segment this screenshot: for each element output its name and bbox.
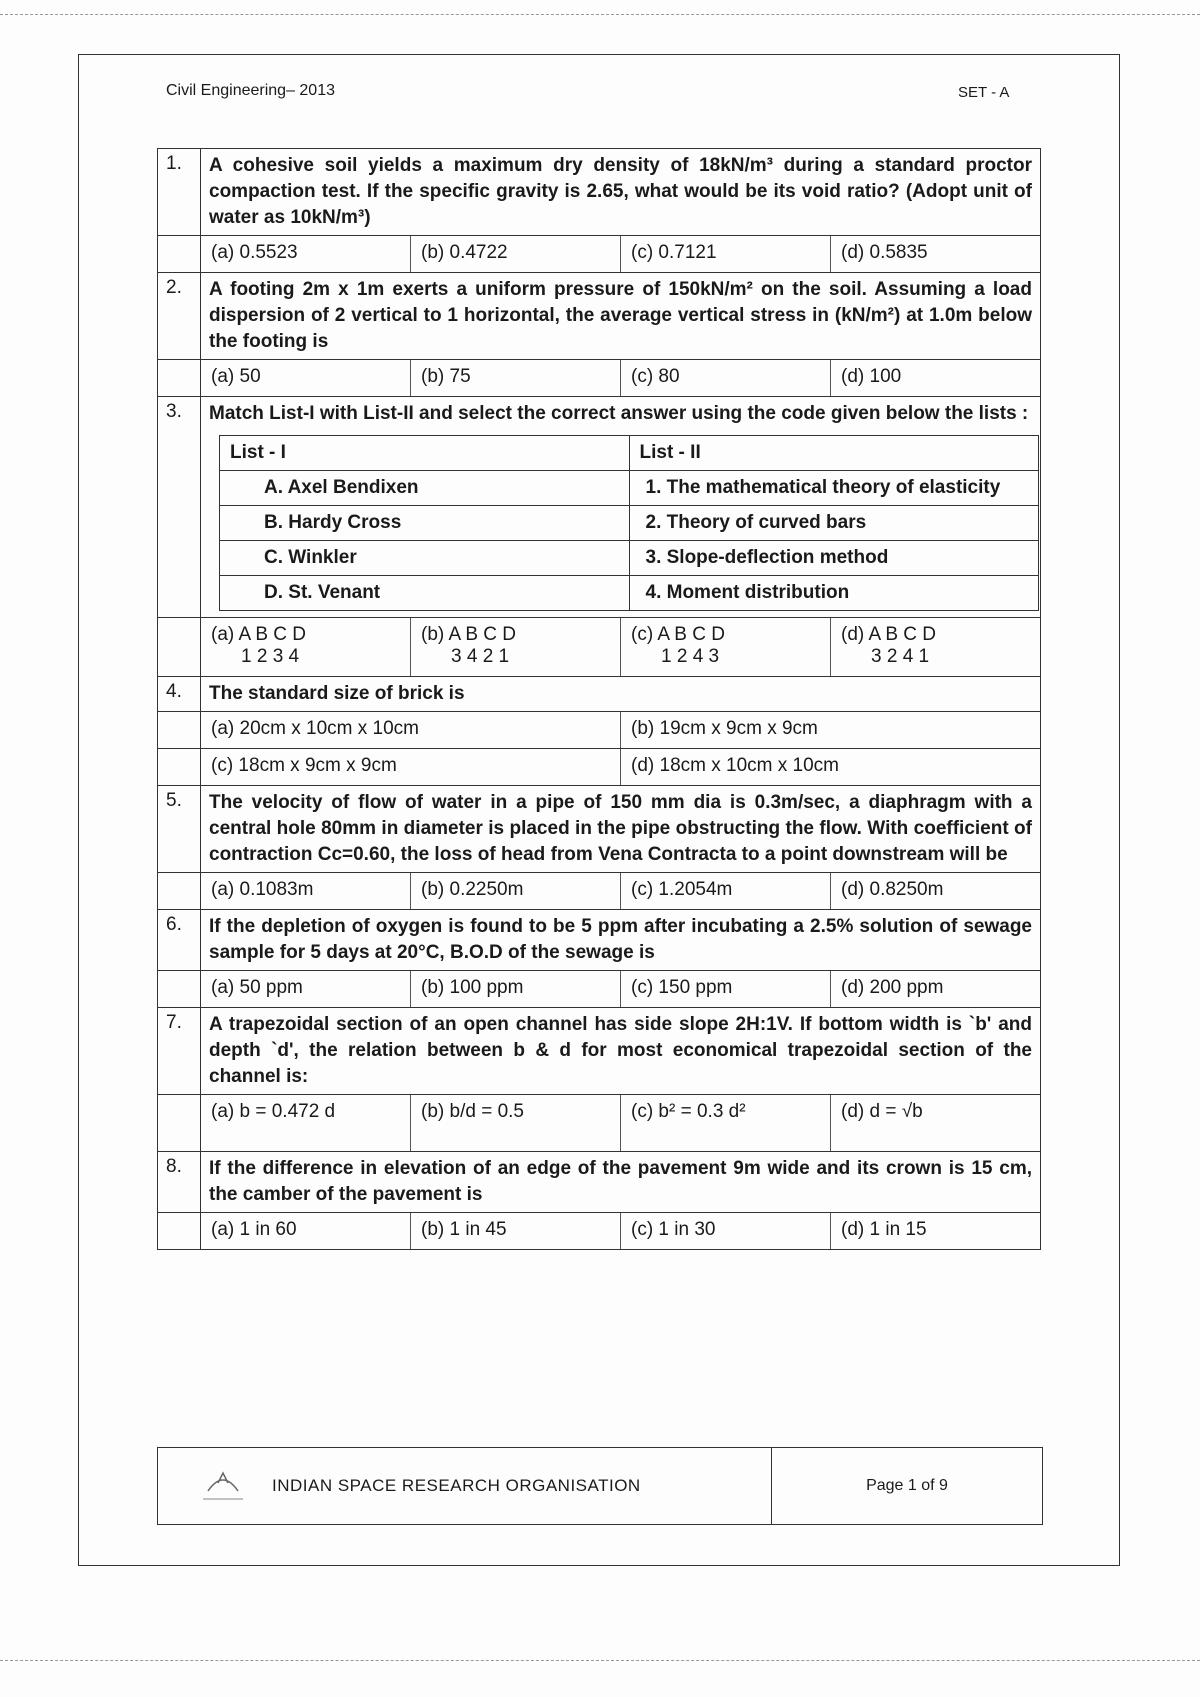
list-2-header: List - II: [629, 436, 1039, 471]
option-c: (c) 1 in 30: [621, 1213, 831, 1249]
option-a: (a) 0.5523: [201, 236, 411, 272]
option-d: (d) 0.8250m: [841, 879, 944, 900]
option-c: (c) 150 ppm: [621, 971, 831, 1007]
option-a: (a) A B C D 1 2 3 4: [201, 618, 411, 676]
question-number: 8.: [158, 1152, 201, 1213]
option-a: (a) 50: [201, 360, 411, 396]
option-a: (a) b = 0.472 d: [201, 1095, 411, 1151]
question-text: A cohesive soil yields a maximum dry density of 18kN/m³ during a standard proctor compaction test. If the specific gravity is 2.65, what would be its void ratio? (Adopt unit of water as 10kN/m³): [201, 149, 1041, 236]
question-number: 2.: [158, 273, 201, 360]
question-row: [158, 1008, 1041, 1095]
option-b: (b) 19cm x 9cm x 9cm: [631, 718, 818, 739]
option-d: (d) A B C D 3 2 4 1: [841, 624, 937, 667]
option-a: (a) 50 ppm: [201, 971, 411, 1007]
question-row: [158, 149, 1041, 236]
scan-artifact-top: [0, 14, 1200, 15]
option-code: 3 4 2 1: [451, 646, 510, 667]
option-d: (d) 18cm x 10cm x 10cm: [631, 755, 839, 776]
option-c: (c) A B C D 1 2 4 3: [621, 618, 831, 676]
option-c: (c) 80: [621, 360, 831, 396]
question-row: [158, 910, 1041, 971]
options-row: [158, 971, 1041, 1008]
isro-logo-icon: [188, 1461, 258, 1511]
list-1-item: C. Winkler: [220, 541, 630, 576]
options-row: [158, 360, 1041, 397]
question-text: A footing 2m x 1m exerts a uniform pressure of 150kN/m² on the soil. Assuming a load dispersion of 2 vertical to 1 horizontal, the average vertical stress in (kN/m²) at 1.0m below the footing is: [201, 273, 1041, 360]
organisation-name: INDIAN SPACE RESEARCH ORGANISATION: [272, 1476, 641, 1495]
option-c: (c) 1.2054m: [621, 873, 831, 909]
question-row: [158, 786, 1041, 873]
page-number: Page 1 of 9: [866, 1477, 948, 1494]
options-row: [158, 1213, 1041, 1250]
question-text: Match List-I with List-II and select the correct answer using the code given below the lists :: [209, 403, 1029, 424]
list-1-item: B. Hardy Cross: [220, 506, 630, 541]
question-text: If the depletion of oxygen is found to be 5 ppm after incubating a 2.5% solution of sewage sample for 5 days at 20°C, B.O.D of the sewage is: [201, 910, 1041, 971]
page-footer: [157, 1447, 1043, 1525]
list-1-item: A. Axel Bendixen: [220, 471, 630, 506]
option-d: (d) 0.5835: [841, 242, 928, 263]
list-2-item: 2. Theory of curved bars: [629, 506, 1039, 541]
set-label: SET - A: [958, 84, 1010, 101]
question-row: [158, 273, 1041, 360]
list-2-item: 3. Slope-deflection method: [629, 541, 1039, 576]
option-b: (b) 75: [411, 360, 621, 396]
option-a: (a) 20cm x 10cm x 10cm: [201, 712, 621, 748]
question-text: The velocity of flow of water in a pipe of 150 mm dia is 0.3m/sec, a diaphragm with a central hole 80mm in diameter is placed in the pipe obstructing the flow. With coefficient of contraction Cc=0.60, the loss of head from Vena Contracta to a point downstream will be: [201, 786, 1041, 873]
option-d: (d) 1 in 15: [841, 1219, 927, 1240]
question-row: [158, 1152, 1041, 1213]
list-1-item: D. St. Venant: [220, 576, 630, 611]
question-number: 3.: [158, 397, 201, 618]
option-c: (c) b² = 0.3 d²: [621, 1095, 831, 1151]
match-list-table: [219, 435, 1039, 611]
question-number: 1.: [158, 149, 201, 236]
option-code: 3 2 4 1: [871, 646, 930, 667]
option-b: (b) 1 in 45: [411, 1213, 621, 1249]
options-row: [158, 1095, 1041, 1152]
option-code: 1 2 4 3: [661, 646, 720, 667]
options-row: [158, 618, 1041, 677]
options-row: [158, 873, 1041, 910]
question-number: 4.: [158, 677, 201, 712]
option-code: 1 2 3 4: [241, 646, 300, 667]
option-a: (a) 0.1083m: [201, 873, 411, 909]
question-row: [158, 397, 1041, 618]
option-b: (b) A B C D 3 4 2 1: [411, 618, 621, 676]
question-text: If the difference in elevation of an edge of the pavement 9m wide and its crown is 15 cm, the camber of the pavement is: [201, 1152, 1041, 1213]
option-d: (d) 200 ppm: [841, 977, 944, 998]
question-text: A trapezoidal section of an open channel has side slope 2H:1V. If bottom width is `b' and depth `d', the relation between b & d for most economical trapezoidal section of the channel is:: [201, 1008, 1041, 1095]
option-b: (b) 0.4722: [411, 236, 621, 272]
scan-artifact-bottom: [0, 1660, 1200, 1661]
question-number: 6.: [158, 910, 201, 971]
options-row: [158, 712, 1041, 749]
options-row: [158, 749, 1041, 786]
option-c: (c) 18cm x 9cm x 9cm: [201, 749, 621, 785]
question-number: 5.: [158, 786, 201, 873]
subject-header: Civil Engineering– 2013: [166, 82, 335, 99]
list-2-item: 4. Moment distribution: [629, 576, 1039, 611]
option-b: (b) 100 ppm: [411, 971, 621, 1007]
question-number: 7.: [158, 1008, 201, 1095]
option-b: (b) 0.2250m: [411, 873, 621, 909]
list-2-item: 1. The mathematical theory of elasticity: [629, 471, 1039, 506]
list-1-header: List - I: [220, 436, 630, 471]
question-row: [158, 677, 1041, 712]
option-c: (c) 0.7121: [621, 236, 831, 272]
option-d: (d) 100: [841, 366, 902, 387]
options-row: [158, 236, 1041, 273]
question-text: The standard size of brick is: [201, 677, 1041, 712]
option-d: (d) d = √b: [841, 1101, 923, 1122]
option-a: (a) 1 in 60: [201, 1213, 411, 1249]
option-b: (b) b/d = 0.5: [411, 1095, 621, 1151]
question-sheet: [157, 148, 1041, 1250]
questions-table: [157, 148, 1041, 1250]
